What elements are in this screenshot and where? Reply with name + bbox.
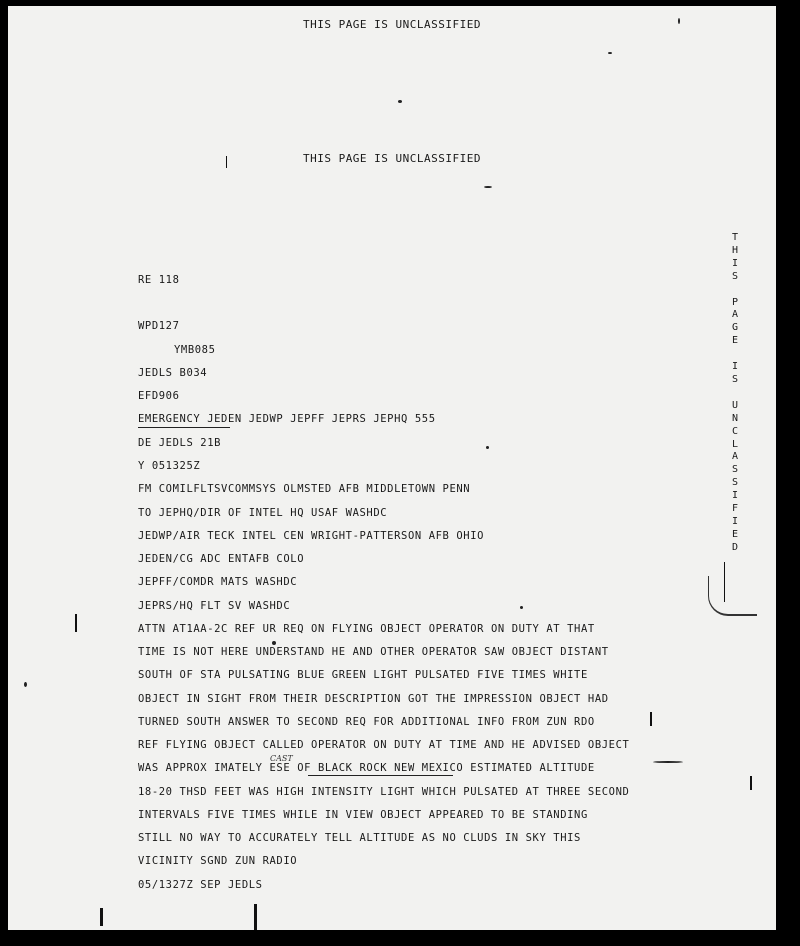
message-line: OBJECT IN SIGHT FROM THEIR DESCRIPTION GOT THE IMPRESSION OBJECT HAD (138, 693, 609, 705)
message-line: SOUTH OF STA PULSATING BLUE GREEN LIGHT PULSATED FIVE TIMES WHITE (138, 669, 588, 681)
speck (272, 641, 276, 645)
message-line: ATTN AT1AA-2C REF UR REQ ON FLYING OBJECT OPERATOR ON DUTY AT THAT (138, 623, 595, 635)
message-line: 18-20 THSD FEET WAS HIGH INTENSITY LIGHT WHICH PULSATED AT THREE SECOND (138, 786, 630, 798)
message-line: VICINITY SGND ZUN RADIO (138, 855, 298, 867)
message-line: FM COMILFLTSVCOMMSYS OLMSTED AFB MIDDLETOWN PENN (138, 483, 471, 495)
speck (398, 100, 402, 103)
message-line: Y 051325Z (138, 460, 201, 472)
speck (486, 446, 489, 449)
message-line: WPD127 (138, 320, 180, 332)
margin-mark (650, 712, 652, 726)
speck (24, 682, 27, 687)
message-line: JEDEN/CG ADC ENTAFB COLO (138, 553, 305, 565)
margin-mark (750, 776, 752, 790)
message-line: RE 118 (138, 274, 180, 286)
message-line: TO JEPHQ/DIR OF INTEL HQ USAF WASHDC (138, 507, 388, 519)
margin-mark (226, 156, 227, 168)
message-line: JEDWP/AIR TECK INTEL CEN WRIGHT-PATTERSON AFB OHIO (138, 530, 485, 542)
message-line: REF FLYING OBJECT CALLED OPERATOR ON DUTY AT TIME AND HE ADVISED OBJECT (138, 739, 630, 751)
message-line: YMB085 (174, 344, 216, 356)
margin-mark (254, 904, 257, 930)
margin-mark (100, 908, 103, 926)
classification-header: THIS PAGE IS UNCLASSIFIED (302, 18, 482, 31)
speck (484, 186, 492, 188)
speck (608, 52, 612, 54)
speck (678, 18, 680, 24)
margin-bracket (708, 576, 757, 616)
message-line: TIME IS NOT HERE UNDERSTAND HE AND OTHER OPERATOR SAW OBJECT DISTANT (138, 646, 609, 658)
message-line: EMERGENCY JEDEN JEDWP JEPFF JEPRS JEPHQ 555 (138, 413, 436, 425)
margin-mark (75, 614, 77, 632)
message-line: EFD906 (138, 390, 180, 402)
message-line: DE JEDLS 21B (138, 437, 222, 449)
message-line: STILL NO WAY TO ACCURATELY TELL ALTITUDE AS NO CLUDS IN SKY THIS (138, 832, 581, 844)
message-line: INTERVALS FIVE TIMES WHILE IN VIEW OBJECT APPEARED TO BE STANDING (138, 809, 588, 821)
underline-mark (138, 427, 230, 428)
speck (653, 761, 683, 763)
vertical-classification-text: T H I S P A G E I S U N C L A S S I F I E D (731, 232, 739, 553)
handwritten-annotation: CAST (270, 754, 293, 763)
classification-subheader: THIS PAGE IS UNCLASSIFIED (302, 152, 482, 165)
underline-mark (308, 775, 453, 776)
message-line: JEPRS/HQ FLT SV WASHDC (138, 600, 291, 612)
document-page (8, 6, 776, 930)
message-line: TURNED SOUTH ANSWER TO SECOND REQ FOR ADDITIONAL INFO FROM ZUN RDO (138, 716, 595, 728)
message-line: 05/1327Z SEP JEDLS (138, 879, 263, 891)
speck (520, 606, 523, 609)
message-line: JEDLS B034 (138, 367, 208, 379)
margin-mark (724, 562, 725, 602)
message-line: JEPFF/COMDR MATS WASHDC (138, 576, 298, 588)
message-line: WAS APPROX IMATELY ESE OF BLACK ROCK NEW MEXICO ESTIMATED ALTITUDE (138, 762, 595, 774)
